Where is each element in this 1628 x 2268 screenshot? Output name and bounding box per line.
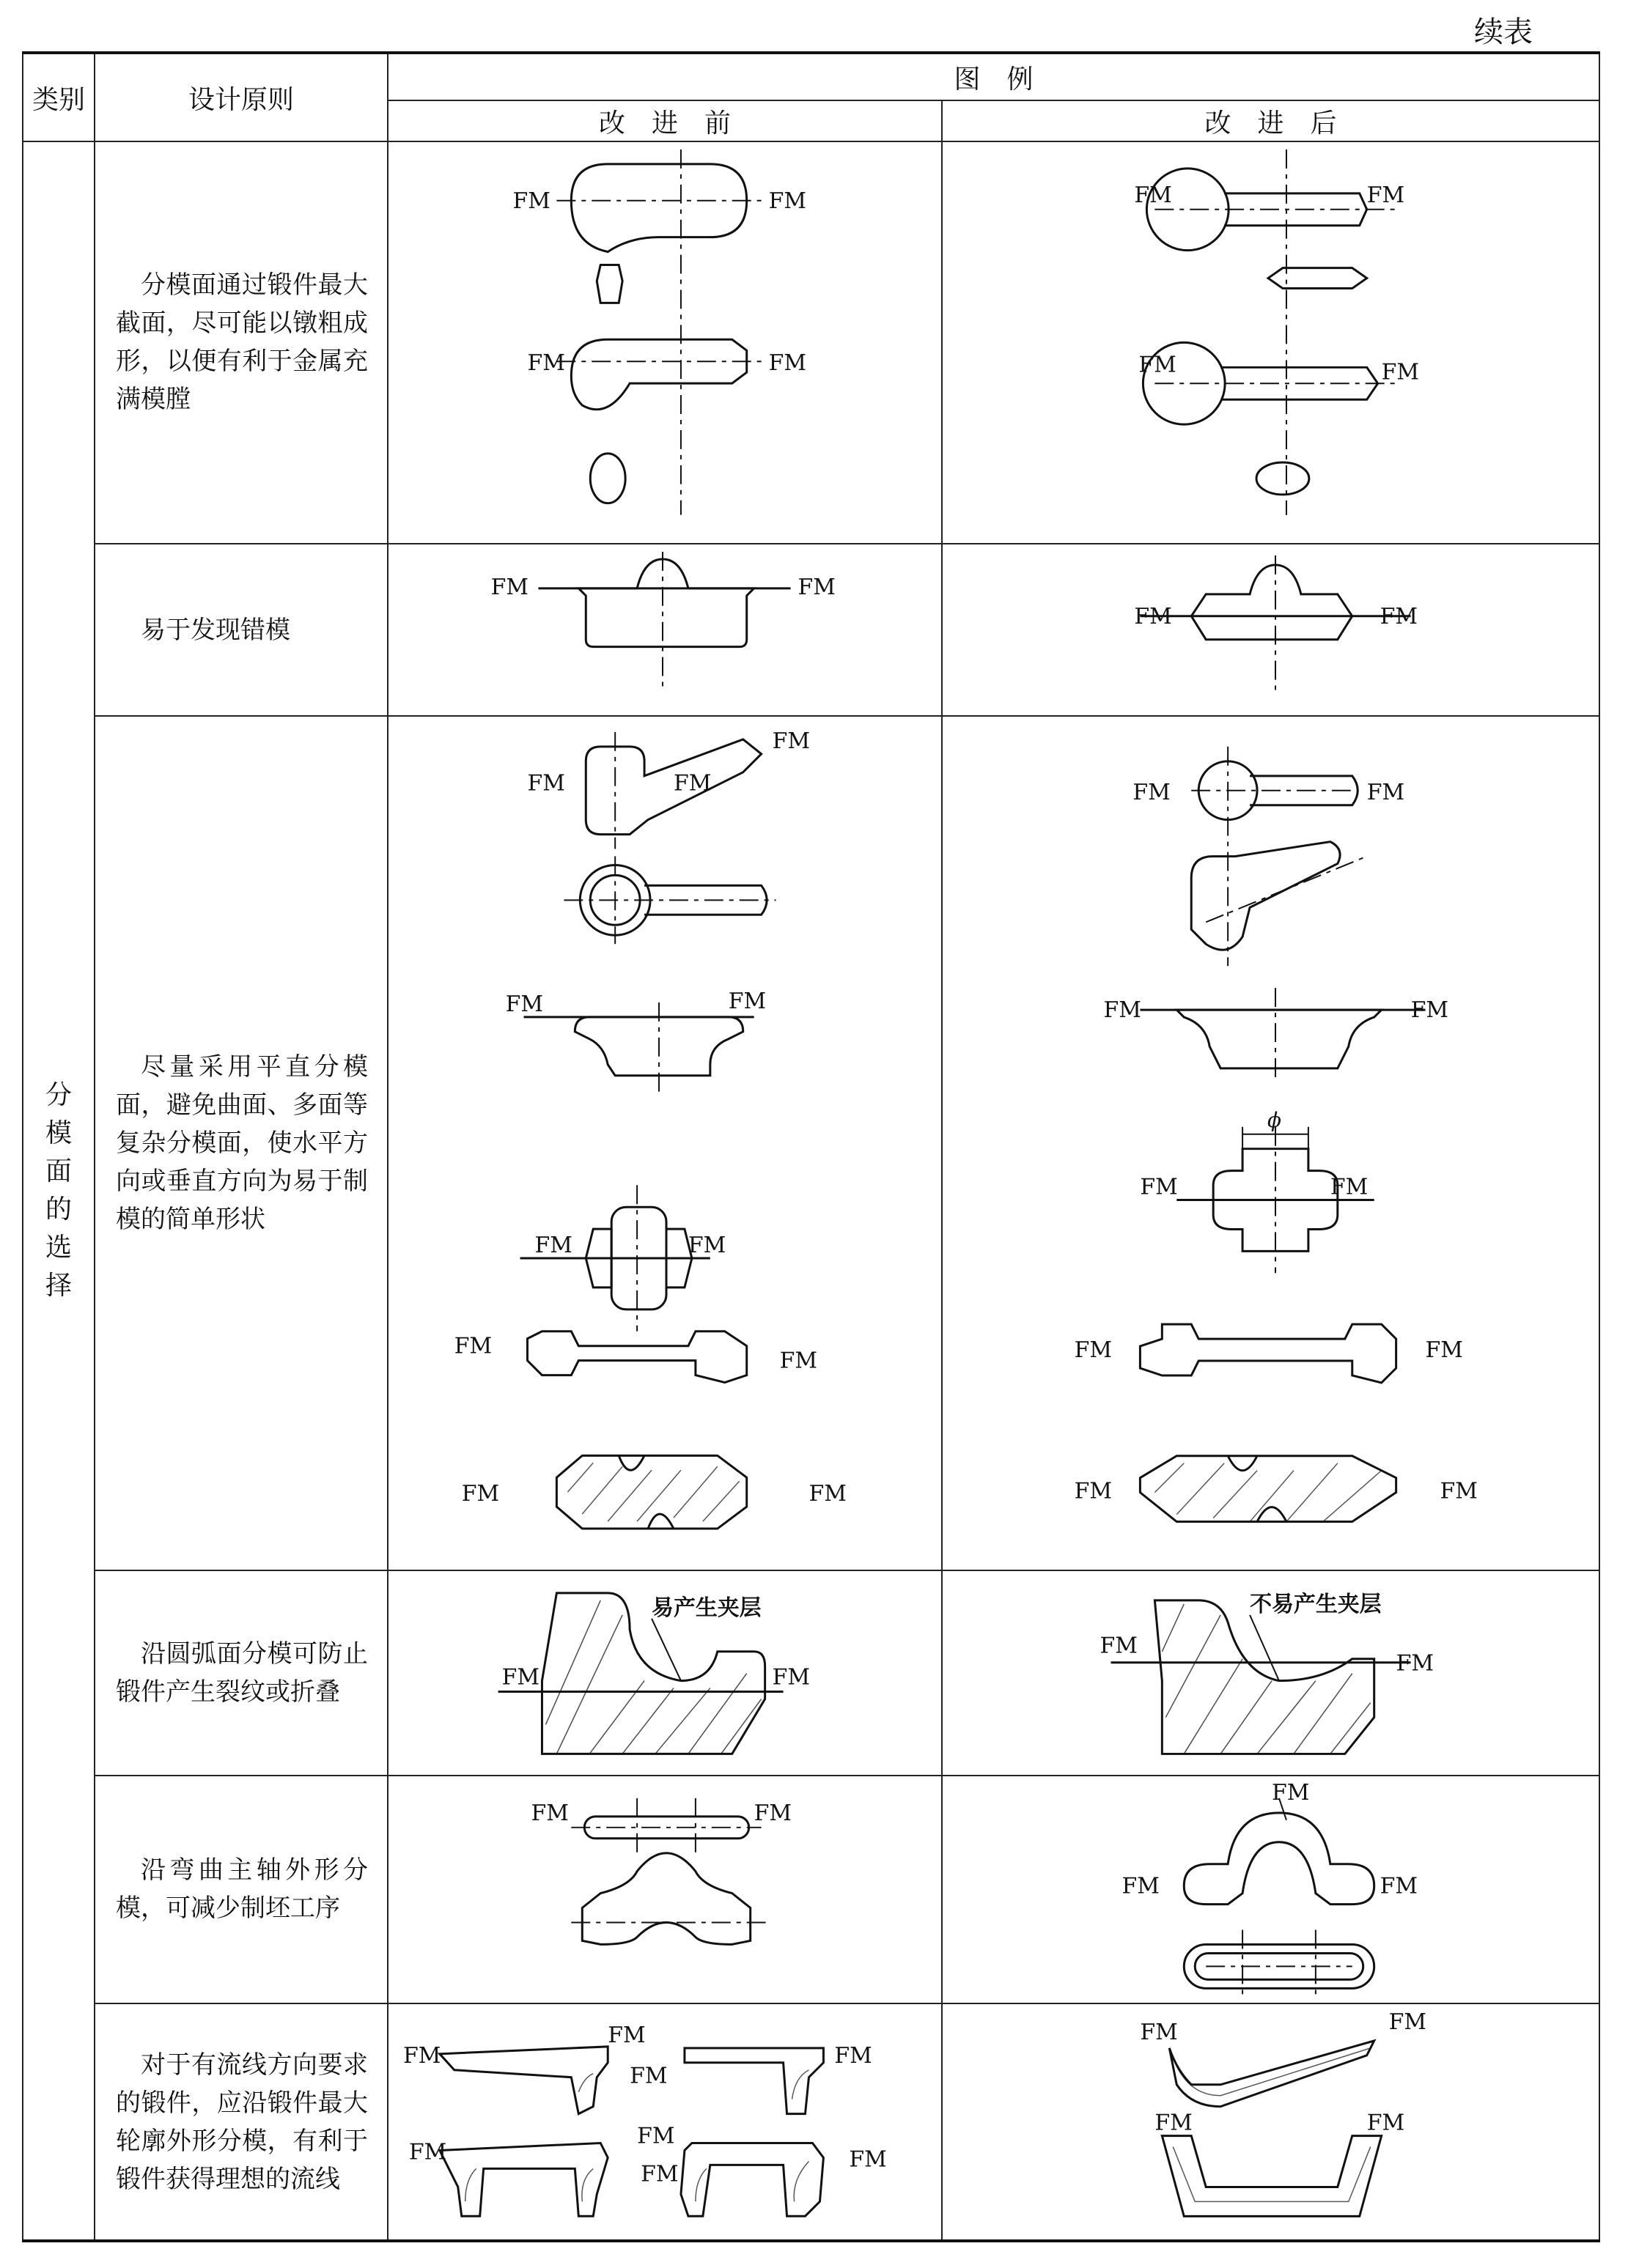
- fm-label: FM: [728, 988, 767, 1014]
- fm-label: FM: [402, 2042, 441, 2069]
- fm-label: FM: [1140, 1174, 1178, 1200]
- fm-label: FM: [1396, 1650, 1434, 1677]
- fm-label: FM: [1074, 1337, 1113, 1363]
- figure-after-2: [942, 544, 1599, 716]
- fm-label: FM: [1138, 352, 1176, 378]
- note-before: 易产生夹层: [652, 1595, 762, 1622]
- fm-label: FM: [1272, 1779, 1310, 1806]
- forging-drawing: [388, 1776, 941, 2003]
- fm-label: FM: [608, 2022, 646, 2048]
- fm-label: FM: [501, 1664, 539, 1691]
- fm-label: FM: [1121, 1873, 1160, 1899]
- fm-label: FM: [768, 350, 806, 377]
- fm-label: FM: [1388, 2009, 1427, 2035]
- fm-label: FM: [1366, 779, 1405, 805]
- fm-label: FM: [1074, 1478, 1113, 1504]
- fm-label: FM: [673, 770, 712, 797]
- fm-label: FM: [798, 574, 836, 600]
- figure-after-4: [942, 1570, 1599, 1775]
- fm-label: FM: [1134, 182, 1172, 208]
- note-after: 不易产生夹层: [1250, 1592, 1382, 1618]
- fm-label: FM: [512, 188, 550, 214]
- fm-label: FM: [527, 350, 565, 377]
- fm-label: FM: [1381, 359, 1420, 385]
- forging-drawing: [943, 142, 1599, 543]
- header-figure: 图 例: [388, 53, 1599, 100]
- forging-drawing: [388, 142, 941, 543]
- forging-drawing: [388, 544, 941, 715]
- forging-drawing: [388, 2004, 941, 2239]
- fm-label: FM: [490, 574, 529, 600]
- table-row: [23, 544, 1599, 716]
- design-table: [22, 51, 1600, 2242]
- fm-label: FM: [779, 1348, 817, 1374]
- fm-label: FM: [834, 2042, 872, 2069]
- figure-before-2: [388, 544, 942, 716]
- fm-label: FM: [1440, 1478, 1478, 1504]
- fm-label: FM: [1134, 603, 1172, 629]
- fm-label: FM: [1100, 1633, 1138, 1659]
- fm-label: FM: [505, 991, 543, 1017]
- fm-label: FM: [768, 188, 806, 214]
- figure-after-6: [942, 2003, 1599, 2241]
- fm-label: FM: [527, 770, 565, 797]
- forging-drawing: [943, 2004, 1599, 2239]
- header-before: 改 进 前: [388, 100, 942, 141]
- fm-label: FM: [1140, 2019, 1178, 2045]
- fm-label: FM: [849, 2146, 887, 2173]
- fm-label: FM: [637, 2123, 675, 2149]
- figure-before-1: [388, 141, 942, 544]
- fm-label: FM: [1366, 2110, 1405, 2136]
- figure-before-3: [388, 716, 942, 1570]
- forging-drawing: [943, 717, 1599, 1570]
- table-row: [23, 2003, 1599, 2241]
- fm-label: FM: [534, 1232, 572, 1258]
- principle-cell: 尽量采用平直分模面，避免曲面、多面等复杂分模面，使水平方向或垂直方向为易于制模的简单形状: [95, 716, 388, 1570]
- continued-label: 续表: [1474, 15, 1533, 49]
- category-text: 分模面的选择: [45, 1080, 72, 1301]
- category-cell: [23, 141, 95, 2241]
- fm-label: FM: [1380, 603, 1418, 629]
- fm-label: FM: [461, 1480, 500, 1507]
- fm-label: FM: [454, 1333, 493, 1359]
- fm-label: FM: [688, 1232, 726, 1258]
- fm-label: FM: [1103, 997, 1141, 1023]
- principle-cell: 分模面通过锻件最大截面，尽可能以镦粗成形，以便有利于金属充满模膛: [95, 141, 388, 544]
- fm-label: FM: [1366, 182, 1405, 208]
- principle-cell: 易于发现错模: [95, 544, 388, 716]
- principle-cell: 沿圆弧面分模可防止锻件产生裂纹或折叠: [95, 1570, 388, 1775]
- fm-label: FM: [531, 1800, 569, 1826]
- fm-label: FM: [1330, 1174, 1369, 1200]
- header-after: 改 进 后: [942, 100, 1599, 141]
- table-row: [23, 1570, 1599, 1775]
- forging-drawing: [388, 717, 941, 1570]
- figure-before-6: [388, 2003, 942, 2241]
- header-principle: 设计原则: [95, 53, 388, 141]
- table-row: [23, 1776, 1599, 2003]
- figure-before-5: [388, 1776, 942, 2003]
- fm-label: FM: [809, 1480, 847, 1507]
- forging-drawing: [943, 544, 1599, 715]
- fm-label: FM: [772, 1664, 810, 1691]
- forging-drawing: [943, 1776, 1599, 2003]
- phi-label: ϕ: [1267, 1107, 1282, 1132]
- principle-cell: 沿弯曲主轴外形分模，可减少制坯工序: [95, 1776, 388, 2003]
- fm-label: FM: [772, 728, 810, 754]
- fm-label: FM: [641, 2161, 679, 2187]
- table-row: [23, 141, 1599, 544]
- fm-label: FM: [1380, 1873, 1418, 1899]
- figure-after-5: [942, 1776, 1599, 2003]
- fm-label: FM: [630, 2063, 668, 2089]
- forging-drawing: [388, 1571, 941, 1774]
- figure-before-4: [388, 1570, 942, 1775]
- fm-label: FM: [1410, 997, 1448, 1023]
- fm-label: FM: [408, 2139, 447, 2165]
- figure-after-1: [942, 141, 1599, 544]
- fm-label: FM: [1132, 779, 1171, 805]
- principle-cell: 对于有流线方向要求的锻件，应沿锻件最大轮廓外形分模，有利于锻件获得理想的流线: [95, 2003, 388, 2241]
- forging-drawing: [943, 1571, 1599, 1774]
- table-row: [23, 716, 1599, 1570]
- header-category: 类别: [23, 53, 95, 141]
- fm-label: FM: [754, 1800, 792, 1826]
- fm-label: FM: [1425, 1337, 1463, 1363]
- fm-label: FM: [1154, 2110, 1193, 2136]
- figure-after-3: [942, 716, 1599, 1570]
